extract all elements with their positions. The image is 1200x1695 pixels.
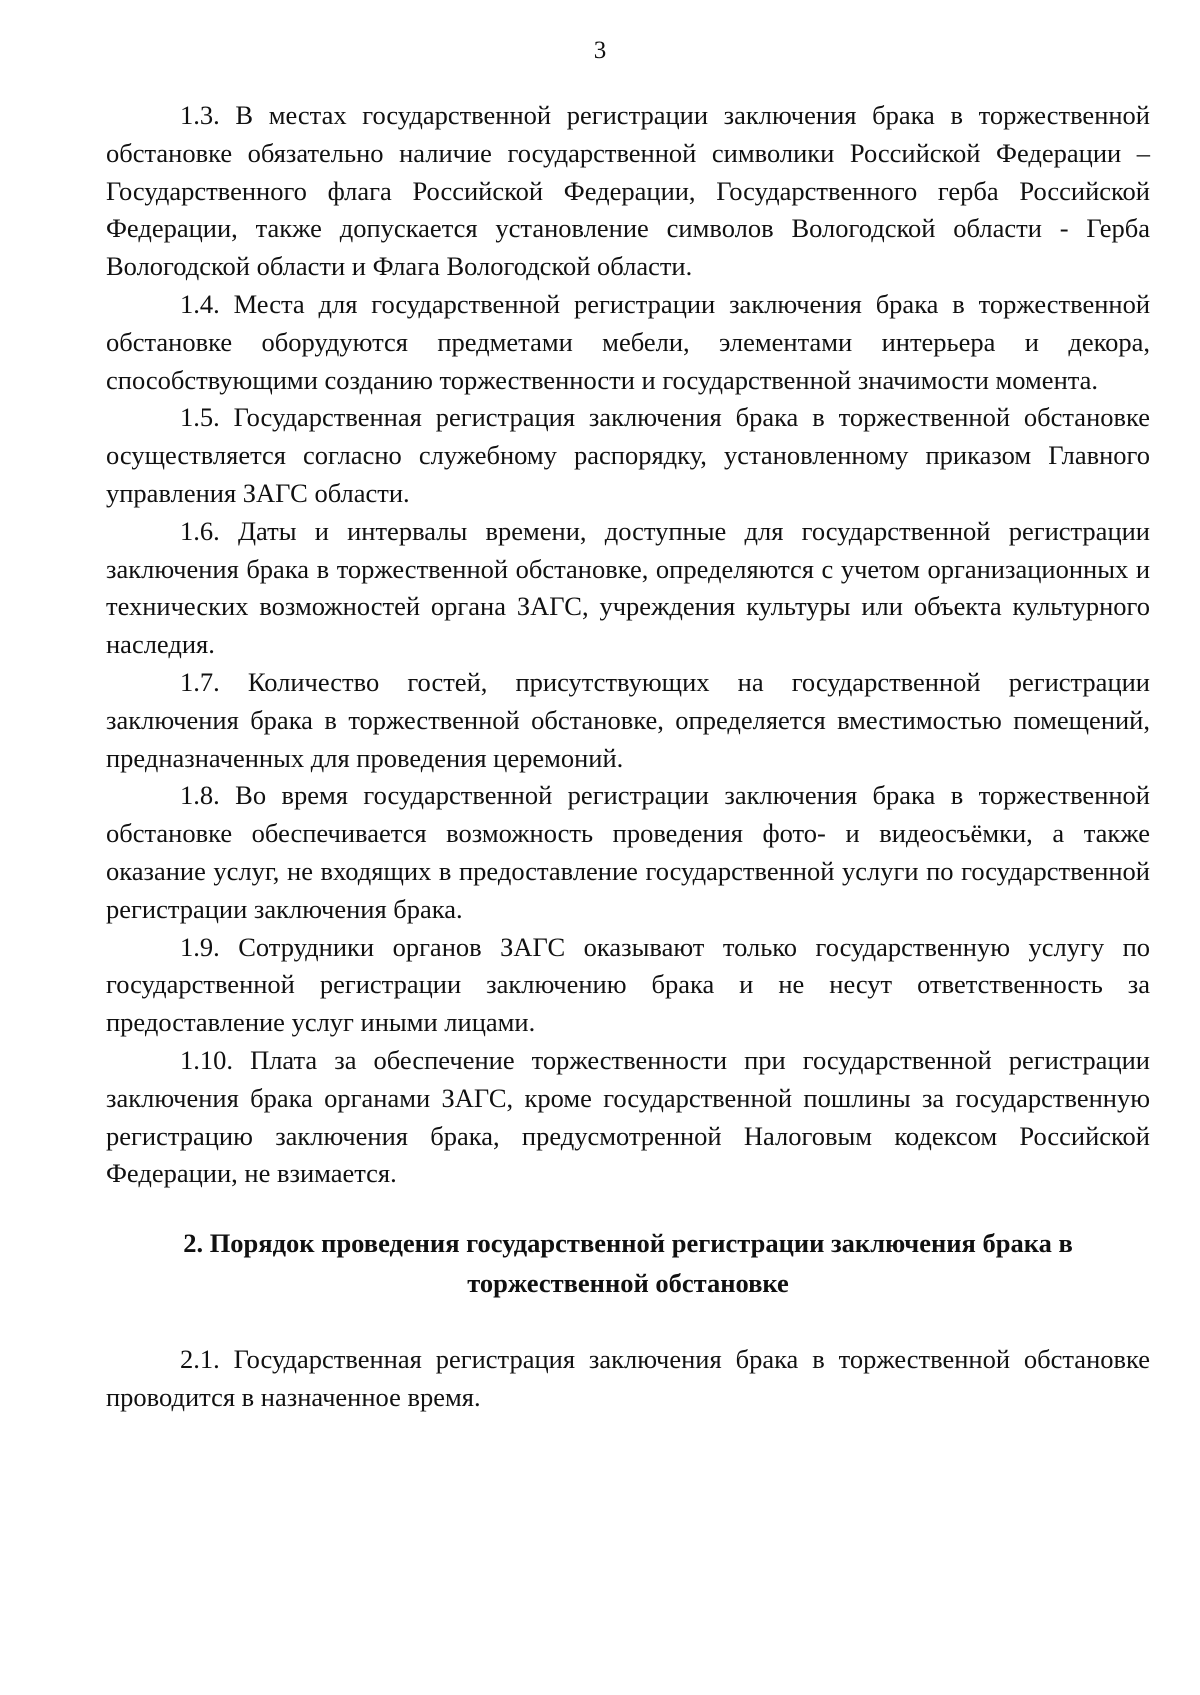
section-2-heading-line-1: 2. Порядок проведения государственной регистрации заключения брака в (183, 1228, 1073, 1259)
page-number: 3 (593, 37, 607, 64)
paragraph-1-6: 1.6. Даты и интервалы времени, доступные для государственной регистрации заключения брака в торжественной обстановке, определяются с учетом организационных и технических возможностей органа ЗАГС, учреждения культуры или объекта культурного наследия. (106, 515, 1150, 660)
paragraph-1-8: 1.8. Во время государственной регистрации заключения брака в торжественной обстановке обеспечивается возможность проведения фото- и видеосъёмки, а также оказание услуг, не входящих в предоставление государственной услуги по государственной регистрации заключения брака. (106, 780, 1150, 924)
paragraph-1-7: 1.7. Количество гостей, присутствующих на государственной регистрации заключения брака в торжественной обстановке, определяется вместимостью помещений, предназначенных для проведения церемоний. (106, 666, 1150, 773)
paragraph-1-4: 1.4. Места для государственной регистрации заключения брака в торжественной обстановке оборудуются предметами мебели, элементами интерьера и декора, способствующими созданию торжественности и государственной значимости момента. (106, 288, 1150, 395)
paragraph-1-3: 1.3. В местах государственной регистрации заключения брака в торжественной обстановке обязательно наличие государственной символики Российской Федерации – Государственного флага Российской Федерации, Государственного герба Российской Федерации, также допускается установление символов Вологодской области - Герба Вологодской области и Флага Вологодской области. (106, 100, 1150, 282)
document-body (106, 97, 1150, 1417)
paragraph-1-9: 1.9. Сотрудники органов ЗАГС оказывают только государственную услугу по государственной регистрации заключению брака и не несут ответственность за предоставление услуг иными лицами. (106, 931, 1150, 1038)
section-2-heading (106, 1223, 1150, 1303)
paragraph-1-5: 1.5. Государственная регистрация заключения брака в торжественной обстановке осуществляется согласно служебному распорядку, установленному приказом Главного управления ЗАГС области. (106, 402, 1150, 508)
paragraph-2-1: 2.1. Государственная регистрация заключения брака в торжественной обстановке проводится в назначенное время. (106, 1344, 1150, 1412)
section-2-heading-line-2: торжественной обстановке (467, 1268, 789, 1299)
paragraph-1-10: 1.10. Плата за обеспечение торжественности при государственной регистрации заключения брака органами ЗАГС, кроме государственной пошлины за государственную регистрацию заключения брака, предусмотренной Налоговым кодексом Российской Федерации, не взимается. (106, 1044, 1150, 1189)
